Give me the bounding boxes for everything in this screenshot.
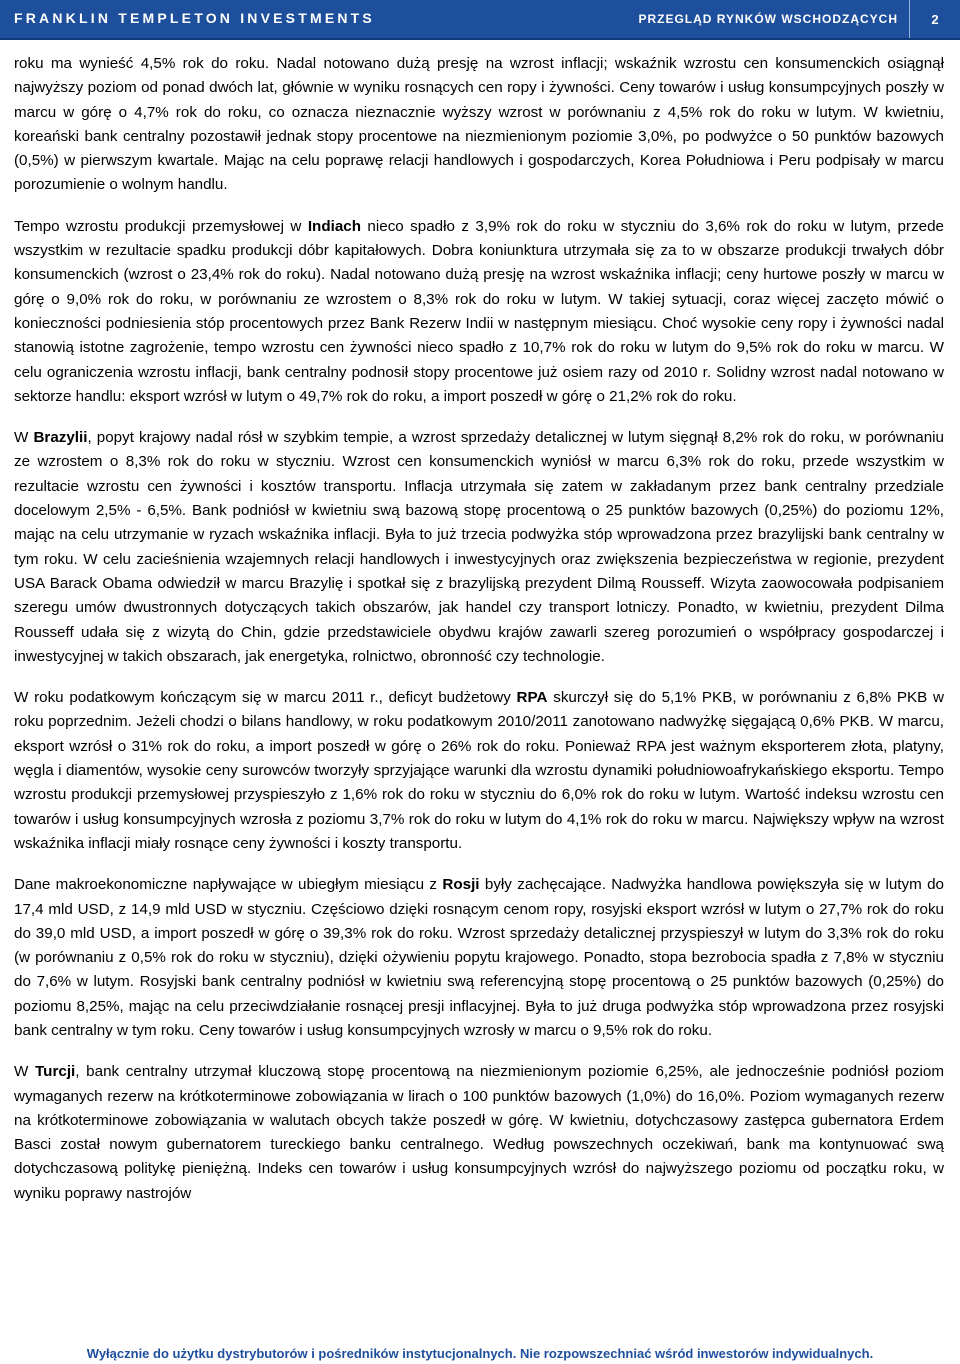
article-body — [14, 52, 944, 1223]
paragraph-russia — [14, 873, 944, 1043]
paragraph-text: , bank centralny utrzymał kluczową stopę procentową na niezmienionym poziomie 6,25%, ale jednocześnie podniósł poziom wymaganych rezerw na krótkoterminowe zobowiązania w lirach o 100 punktów bazowych (1,0%) do 16,0%. Poziom wymaganych rezerw na krótkoterminowe zobowiązania w walutach obcych także poszedł w górę. W kwietniu, dotychczasowy zastępca gubernatora Erdem Basci został nowym gubernatorem tureckiego banku centralnego. Według powszechnych oczekiwań, bank ma kontynuować swą dotychczasową politykę pieniężną. Indeks cen towarów i usług konsumpcyjnych wzrósł do najwyższego poziomu od początku roku, w wyniku poprawy nastrojów — [14, 1063, 944, 1202]
page-number: 2 — [909, 0, 960, 38]
paragraph-text: W — [14, 429, 34, 447]
paragraph-text: były zachęcające. Nadwyżka handlowa powiększyła się w lutym do 17,4 mld USD, z 14,9 mld USD w styczniu. Częściowo dzięki rosnącym cenom ropy, rosyjski eksport wzrósł w lutym o 27,7% rok do roku do 39,0 mld USD, a import poszedł w górę o 39,3% rok do roku. Wzrost sprzedaży detalicznej przyspieszył w lutym do 3,3% rok do roku (w porównaniu z 0,5% rok do roku w styczniu), dzięki ożywieniu popytu krajowego. Ponadto, stopa bezrobocia spadła z 7,8% w styczniu do 7,6% w lutym. Rosyjski bank centralny podniósł w kwietniu swą referencyjną stopę procentową o 25 punktów bazowych (0,25%) do poziomu 8,25%, mając na celu przeciwdziałanie rosnącej presji inflacyjnej. Była to już druga podwyżka stóp wprowadzona przez rosyjski bank centralny w tym roku. Ceny towarów i usług konsumpcyjnych wzrosły w marcu o 9,5% rok do roku. — [14, 876, 944, 1039]
paragraph-turkey — [14, 1060, 944, 1206]
paragraph-text: W — [14, 1063, 36, 1081]
paragraph-india — [14, 215, 944, 409]
paragraph-text: roku ma wynieść 4,5% rok do roku. Nadal notowano dużą presję na wzrost inflacji; wskaźnik wzrostu cen konsumenckich osiągnął najwyższy poziom od ponad dwóch lat, głównie w wyniku rosnących cen ropy i żywności. Ceny towarów i usług konsumpcyjnych poszły w marcu w górę o 4,7% rok do roku, co oznacza nieznacznie wyższy wzrost w porównaniu z 4,5% rok do roku w lutym. W kwietniu, koreański bank centralny pozostawił jednak stopy procentowe na niezmienionym poziomie 3,0%, po podwyżce o 50 punktów bazowych (0,5%) w pierwszym kwartale. Mając na celu poprawę relacji handlowych i gospodarczych, Korea Południowa i Peru podpisały w marcu porozumienie o wolnym handlu. — [14, 55, 944, 194]
section-title: PRZEGLĄD RYNKÓW WSCHODZĄCYCH — [638, 12, 898, 26]
footer-disclaimer: Wyłącznie do użytku dystrybutorów i pośredników instytucjonalnych. Nie rozpowszechniać wśród inwestorów indywidualnych. — [86, 1346, 874, 1361]
paragraph-text: skurczył się do 5,1% PKB, w porównaniu z 6,8% PKB w roku poprzednim. Jeżeli chodzi o bilans handlowy, w roku podatkowym 2010/2011 zanotowano nadwyżkę sięgającą 0,6% PKB. W marcu, eksport wzrósł o 31% rok do roku, a import poszedł w górę o 26% rok do roku. Ponieważ RPA jest ważnym eksporterem złota, platyny, węgla i diamentów, wysokie ceny surowców tworzyły sprzyjające warunki dla wzrostu dynamiki południowoafrykańskiego eksportu. Tempo wzrostu produkcji przemysłowej przyspieszyło z 1,6% rok do roku w styczniu do 6,0% rok do roku w lutym. Wartość indeksu wzrostu cen towarów i usług konsumpcyjnych wzrosła z poziomu 3,7% rok do roku w lutym do 4,1% rok do roku w marcu. Największy wpływ na wzrost wskaźnika inflacji miały rosnące ceny żywności i koszty transportu. — [14, 689, 944, 852]
paragraph-text: nieco spadło z 3,9% rok do roku w styczniu do 3,6% rok do roku w lutym, przede wszystkim w rezultacie spadku produkcji dóbr kapitałowych. Dobra koniunktura utrzymała się za to w obszarze produkcji trwałych dóbr konsumenckich (wzrost o 23,4% rok do roku). Nadal notowano dużą presję na wzrost wskaźnika inflacji; ceny hurtowe poszły w marcu w górę o 9,0% rok do roku, w porównaniu ze wzrostem o 8,3% rok do roku w lutym. W takiej sytuacji, coraz więcej zaczęto mówić o konieczności podniesienia stóp procentowych przez Bank Rezerw Indii w następnym miesiącu. Choć wysokie ceny ropy i żywności nadal stanowią istotne zagrożenie, tempo wzrostu cen żywności nieco spadło z 10,7% rok do roku w lutym do 9,5% rok do roku w marcu. W celu ograniczenia wzrostu inflacji, bank centralny podnosił stopy procentowe już osiem razy od 2010 r. Solidny wzrost nadal notowano w sektorze handlu: eksport wzrósł w lutym o 49,7% rok do roku, a import poszedł w górę o 21,2% rok do roku. — [14, 217, 944, 405]
country-name: Brazylii — [33, 429, 88, 447]
header-bar — [0, 0, 960, 40]
paragraph-korea — [14, 52, 944, 198]
country-name: Turcji — [35, 1063, 76, 1081]
brand-name: FRANKLIN TEMPLETON INVESTMENTS — [14, 10, 375, 26]
paragraph-rpa — [14, 686, 944, 856]
country-name: Indiach — [307, 217, 361, 235]
country-name: Rosji — [442, 876, 480, 894]
paragraph-text: W roku podatkowym kończącym się w marcu 2011 r., deficyt budżetowy — [14, 689, 517, 707]
paragraph-brazil — [14, 426, 944, 669]
country-name: RPA — [516, 689, 548, 707]
paragraph-text: Tempo wzrostu produkcji przemysłowej w — [14, 217, 308, 235]
paragraph-text: , popyt krajowy nadal rósł w szybkim tempie, a wzrost sprzedaży detalicznej w lutym sięgnął 8,2% rok do roku, w porównaniu ze wzrostem o 8,3% rok do roku w styczniu. Wzrost cen konsumenckich wyniósł w marcu 6,3% rok do roku, przede wszystkim w rezultacie wzrostu cen żywności i kosztów transportu. Inflacja utrzymała się zatem w zakładanym przez bank centralny przedziale docelowym 2,5% - 6,5%. Bank podniósł w kwietniu swą bazową stopę procentową o 25 punktów bazowych (0,25%) do poziomu 12%, mając na celu utrzymanie w ryzach wskaźnika inflacji. Była to już trzecia podwyżka stóp wprowadzona przez brazylijski bank centralny w tym roku. W celu zacieśnienia wzajemnych relacji handlowych i inwestycyjnych oraz zwiększenia bezpieczeństwa w regionie, prezydent USA Barack Obama odwiedził w marcu Brazylię i spotkał się z brazylijską prezydent Dilmą Rousseff. Wizyta zaowocowała podpisaniem szeregu umów dwustronnych dotyczących takich obszarów, jak handel czy transport lotniczy. Ponadto, w kwietniu, prezydent Dilma Rousseff udała się z wizytą do Chin, gdzie przedstawiciele obydwu krajów zawarli szereg porozumień o współpracy gospodarczej i inwestycyjnej w takich obszarach, jak energetyka, rolnictwo, obronność czy technologie. — [14, 429, 944, 665]
paragraph-text: Dane makroekonomiczne napływające w ubiegłym miesiącu z — [14, 876, 443, 894]
